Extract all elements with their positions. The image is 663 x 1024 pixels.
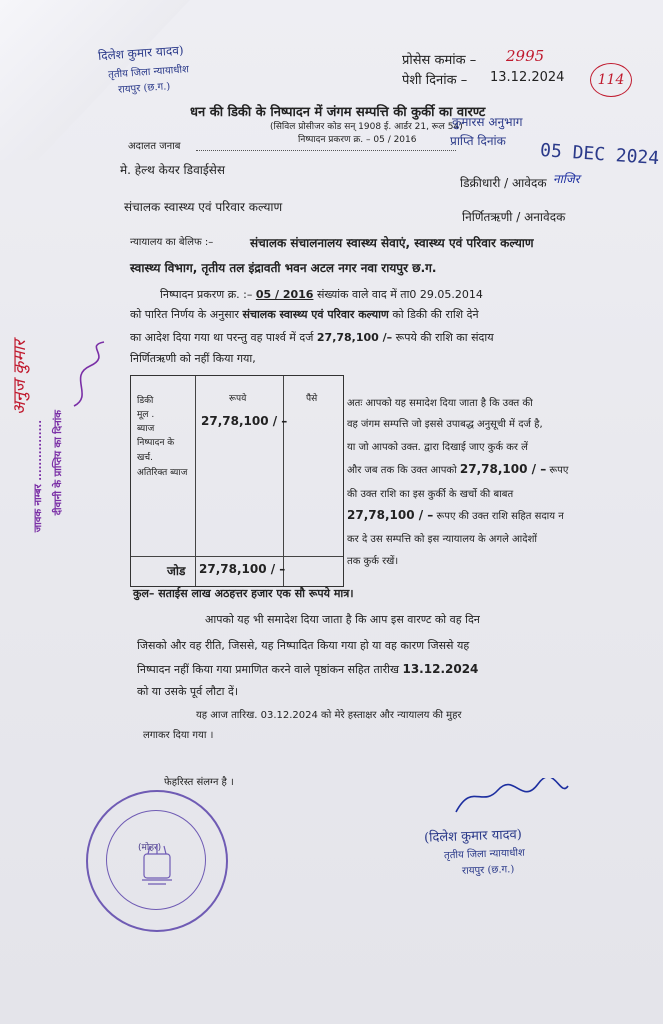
- col-header-rupees: रूपये: [229, 394, 247, 404]
- order-line-1: अतः आपको यह समादेश दिया जाता है कि उक्त की: [347, 398, 533, 409]
- col-header-paise: पैसे: [306, 394, 318, 404]
- total-words-text: सताईस लाख अठहत्तर हजार एक सौ रूपये मात्र।: [158, 587, 354, 600]
- total-in-words: [133, 586, 354, 601]
- hearing-date-label: पेशी दिनांक –: [402, 73, 468, 88]
- body-text: रूपये की राशि का संदाय: [395, 331, 494, 344]
- table-item: डिकी: [137, 396, 154, 406]
- order-text: और जब तक कि उक्त आपको: [347, 465, 457, 476]
- total-words-label: कुल–: [133, 587, 155, 600]
- side-stamp-receipt-date: दीवानी के प्राप्तिय का दिनांक: [53, 410, 64, 516]
- signature-scribble-icon: [452, 778, 572, 818]
- received-stamp-date: 05 DEC 2024: [539, 139, 660, 170]
- signatory-designation: तृतीय जिला न्यायाधीश: [443, 847, 526, 862]
- side-handwritten-note: अनुज कुमार: [10, 340, 30, 416]
- order-line-4: [347, 462, 568, 476]
- body-line-3: [130, 330, 494, 345]
- decree-holder-name: मे. हेल्थ केयर डिवाईसेस: [120, 163, 225, 177]
- court-seal-center: (मोहर): [138, 843, 162, 853]
- order-text: रूपए: [549, 465, 569, 476]
- body-text: का आदेश दिया गया था परन्तु वह पार्श्व में दर्ज: [130, 331, 314, 344]
- instruction-line-3: [137, 662, 478, 677]
- table-item: निष्पादन के: [137, 438, 175, 448]
- addressee-label: न्यायालय का बेलिफ :–: [130, 237, 214, 248]
- body-debtor-bold: संचालक स्वास्थ्य एवं परिवार कल्याण: [242, 308, 389, 321]
- table-item: खर्च.: [137, 453, 153, 463]
- table-item: ब्याज: [137, 424, 155, 434]
- judgment-debtor-name: संचालक स्वास्थ्य एवं परिवार कल्याण: [124, 200, 283, 214]
- order-amount: 27,78,100 / –: [459, 462, 547, 476]
- table-amount: 27,78,100 / –: [201, 414, 288, 428]
- order-line-5: की उक्त राशि का इस कुर्की के खर्चो की बाबत: [347, 489, 514, 500]
- order-line-8: तक कुर्क रखें।: [347, 556, 399, 567]
- corner-stamp-designation: तृतीय जिला न्यायाधीश: [107, 64, 190, 81]
- order-line-7: कर दे उस सम्पत्ति को इस न्यायालय के अगले आदेशों: [347, 534, 537, 545]
- emblem-icon: [88, 792, 226, 930]
- case-prefix: निष्पादन प्रकरण क्र. :–: [160, 288, 253, 301]
- document-title: धन की डिकी के निष्पादन में जंगम सम्पत्ति की कुर्की का वारण्ट: [190, 105, 486, 120]
- corner-stamp-place: रायपुर (छ.ग.): [117, 81, 171, 96]
- received-stamp-section: कुमारस अनुभाग: [452, 115, 523, 129]
- amount-table: [130, 375, 344, 587]
- signatory-name: (दिलेश कुमार यादव): [423, 827, 523, 846]
- body-text: को डिकी की राशि देने: [392, 308, 479, 321]
- hearing-date-value: 13.12.2024: [490, 70, 565, 85]
- process-number-label: प्रोसेस कमांक –: [402, 53, 477, 68]
- body-line-4: निर्णितऋणी को नहीं किया गया,: [130, 352, 256, 365]
- table-item: मूल .: [137, 410, 155, 420]
- process-number-value: 2995: [506, 47, 545, 65]
- table-item: अतिरिक्त ब्याज: [137, 468, 188, 478]
- document-subtitle: (सिविल प्रोसीजर कोड सन् 1908 ई. आर्डर 21, रूल 54): [270, 122, 463, 132]
- return-date: 13.12.2024: [402, 662, 479, 676]
- order-line-2: वह जंगम सम्पत्ति जो इससे उपाबद्ध अनुसूची में दर्ज है,: [347, 419, 543, 430]
- side-signature-icon: [64, 336, 114, 416]
- table-divider: [283, 376, 284, 586]
- addressee-line-2: स्वास्थ्य विभाग, तृतीय तल इंद्रावती भवन अटल नगर नवा रायपुर छ.ग.: [130, 261, 437, 275]
- court-dotted-line: [196, 150, 456, 151]
- circled-number: 114: [590, 63, 632, 97]
- order-text: रूपए की उक्त राशि सहित सदाय न: [436, 511, 564, 522]
- order-line-6: [347, 508, 564, 522]
- decree-holder-role-hand: नाजिर: [553, 172, 580, 186]
- addressee-line-1: संचालक संचालनालय स्वास्थ्य सेवाएं, स्वास्थ्य एवं परिवार कल्याण: [250, 236, 534, 250]
- given-line-2: लगाकर दिया गया ।: [143, 730, 214, 741]
- court-label: अदालत जनाब: [128, 141, 181, 152]
- case-number: 05 / 2016: [255, 288, 314, 301]
- decree-holder-role: डिक्रीधारी / आवेदक: [460, 176, 547, 190]
- table-divider: [131, 556, 343, 557]
- instruction-line-4: को या उसके पूर्व लौटा दें।: [137, 685, 238, 698]
- instruction-line-2: जिसको और वह रीति, जिससे, यह निष्पादित किया गया हो या वह कारण जिससे यह: [137, 639, 470, 652]
- side-stamp-dispatch: जावक नाम्बर ................: [33, 420, 44, 533]
- order-amount: 27,78,100 / –: [347, 508, 434, 522]
- case-date-text: संख्यांक वाले वाद में ता0 29.05.2014: [316, 288, 483, 301]
- enclosure-note: फेहरिस्त संलग्न है ।: [164, 777, 234, 788]
- body-text: को पारित निर्णय के अनुसार: [130, 308, 240, 321]
- signatory-place: रायपुर (छ.ग.): [461, 864, 515, 877]
- court-seal: [86, 790, 228, 932]
- body-line-2: [130, 307, 479, 322]
- table-total-amount: 27,78,100 / –: [199, 562, 286, 576]
- document-case-line: निष्पादन प्रकरण क्र. – 05 / 2016: [298, 135, 417, 145]
- table-divider: [195, 376, 196, 586]
- table-total-label: जोड: [167, 564, 186, 578]
- given-line-1: यह आज तारिख. 03.12.2024 को मेरे हस्ताक्षर और न्यायालय की मुहर: [196, 710, 462, 721]
- instruction-line-1: आपको यह भी समादेश दिया जाता है कि आप इस वारण्ट को वह दिन: [205, 613, 480, 626]
- body-line-1: [160, 287, 483, 302]
- corner-stamp-name: दिलेश कुमार यादव): [97, 43, 185, 63]
- instruction-text: निष्पादन नहीं किया गया प्रमाणित करने वाले पृष्ठांकन सहित तारीख: [137, 663, 399, 676]
- body-amount-bold: 27,78,100 /–: [316, 331, 393, 344]
- order-line-3: या जो आपको उक्त. द्वारा दिखाई जाए कुर्क कर लें: [347, 442, 528, 453]
- judgment-debtor-role: निर्णितऋणी / अनावेदक: [462, 210, 566, 224]
- received-stamp-label: प्राप्ति दिनांक: [450, 134, 506, 148]
